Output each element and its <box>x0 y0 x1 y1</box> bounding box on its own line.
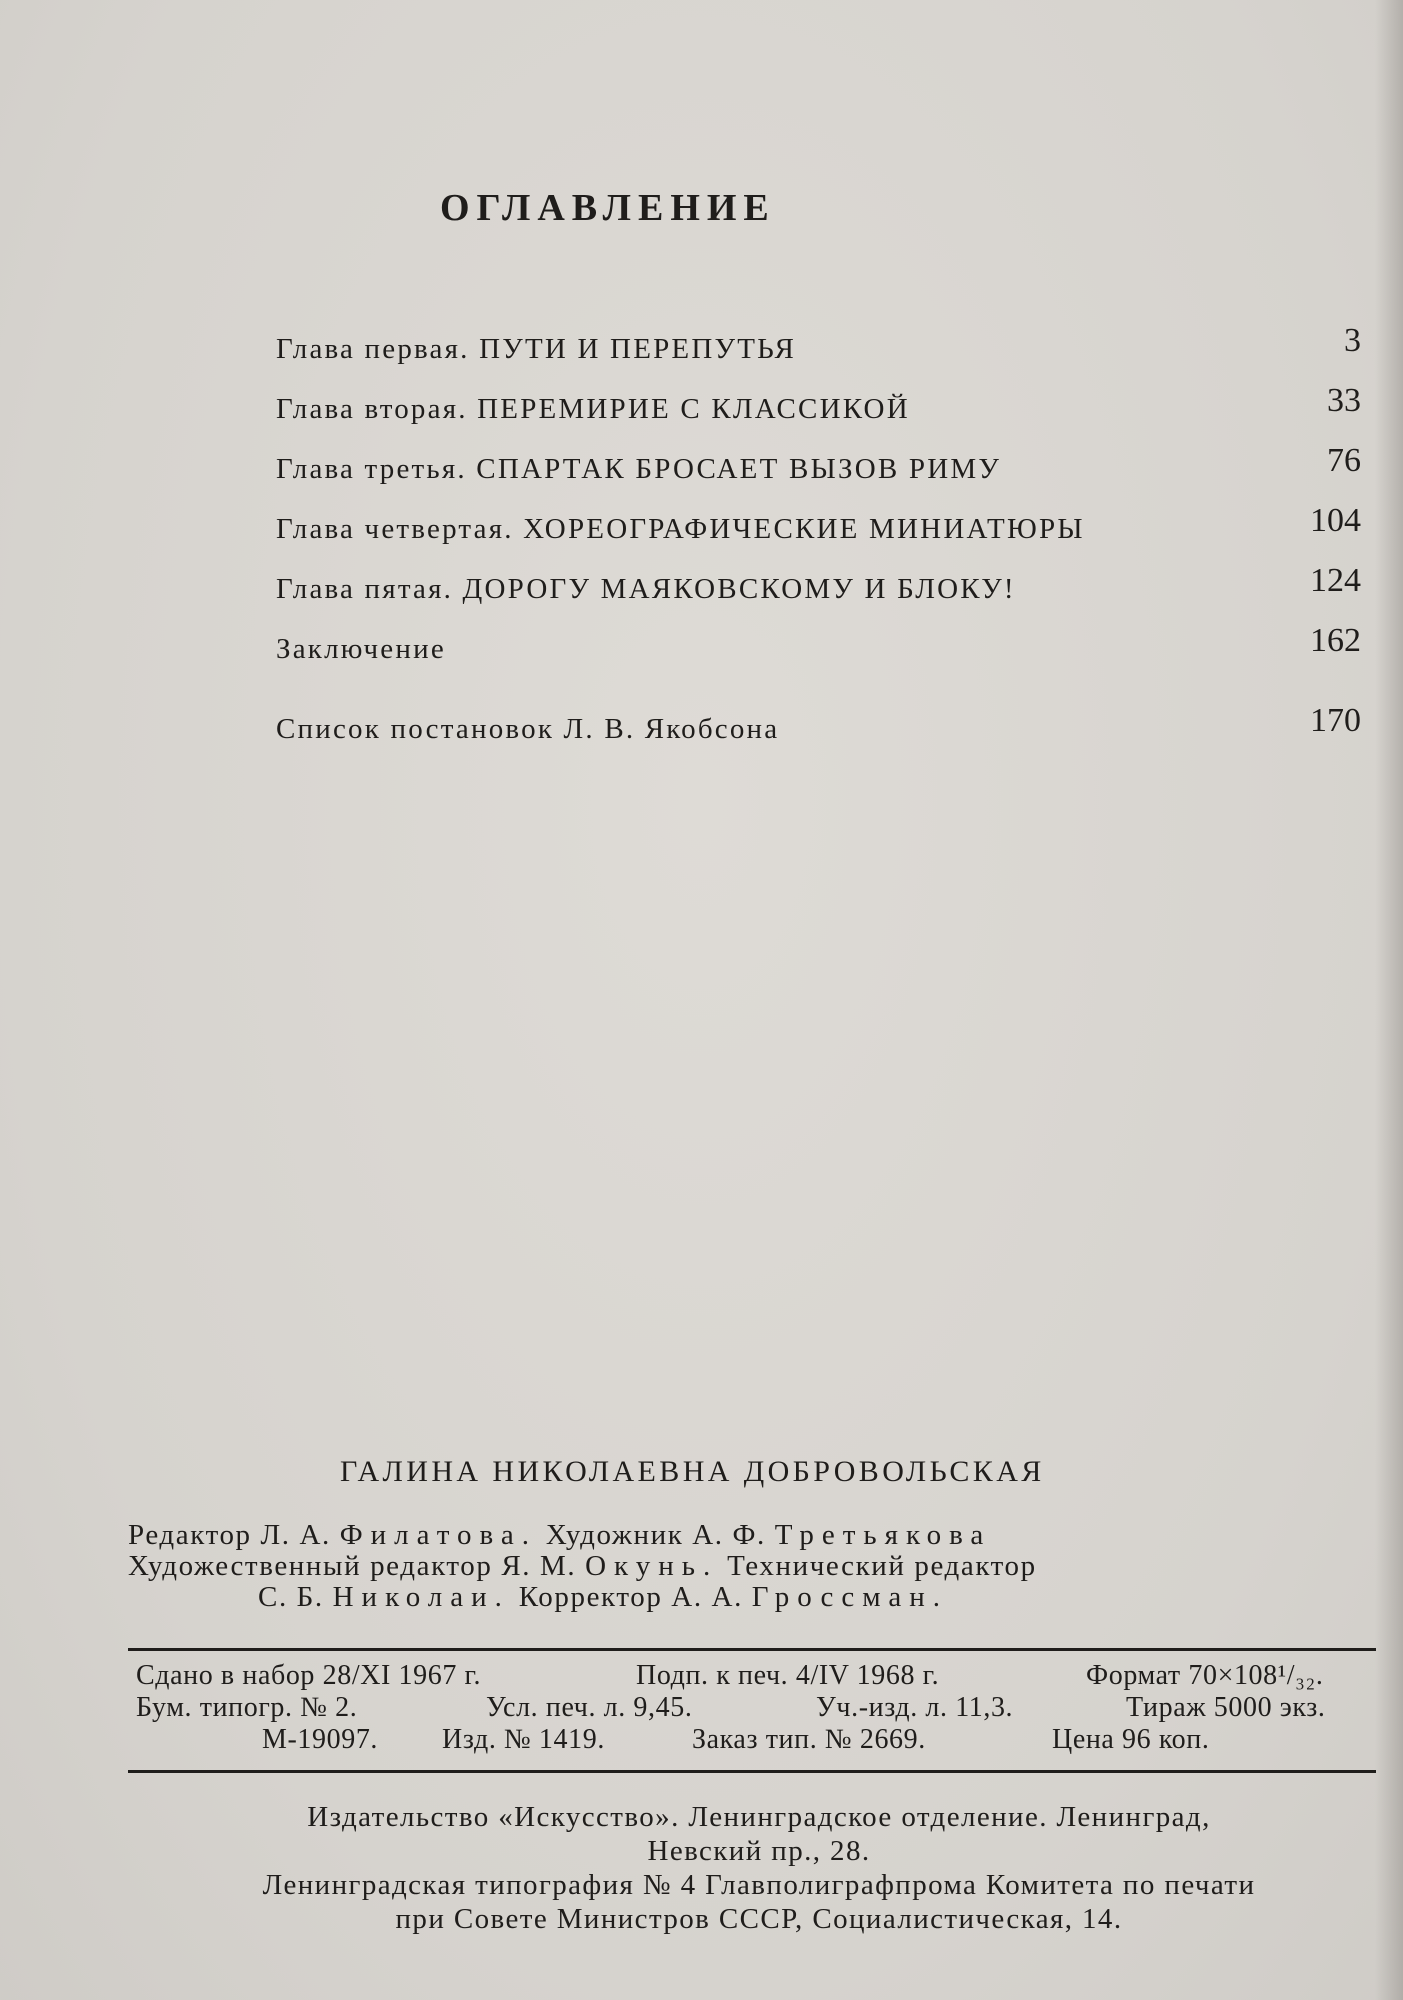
imprint-line <box>136 1692 1376 1724</box>
imprint-line <box>136 1724 1376 1756</box>
toc-entry <box>276 622 1361 670</box>
publisher-line: Невский пр., 28. <box>647 1835 871 1867</box>
toc-entry-label: Заключение <box>276 633 446 665</box>
divider-bottom <box>128 1770 1376 1773</box>
editor-role: Редактор Л. А. <box>128 1519 331 1551</box>
divider-top <box>128 1648 1376 1651</box>
publisher-line: Ленинградская типография № 4 Главполиграфпрома Комитета по печати <box>262 1869 1256 1901</box>
art-editor-role: Художественный редактор Я. М. <box>128 1550 577 1582</box>
toc-title: ОГЛАВЛЕНИЕ <box>440 187 776 229</box>
toc-entry-page: 76 <box>1327 442 1361 479</box>
toc-entry-label: Глава первая. ПУТИ И ПЕРЕПУТЬЯ <box>276 333 796 365</box>
credits-line <box>128 1520 1378 1551</box>
imprint-block <box>136 1660 1376 1756</box>
editor-name: Филатова. <box>339 1519 537 1551</box>
tech-editor-role: Технический редактор <box>727 1550 1037 1582</box>
toc-entry <box>276 442 1361 490</box>
toc-entry-page: 33 <box>1327 382 1361 419</box>
art-editor-name: Окунь. <box>585 1550 719 1582</box>
publisher-block <box>134 1800 1384 1936</box>
imprint-cell: Усл. печ. л. 9,45. <box>486 1692 693 1723</box>
toc-entry-label: Список постановок Л. В. Якобсона <box>276 713 780 745</box>
toc-entry <box>276 502 1361 550</box>
toc-entry <box>276 322 1361 370</box>
toc-entry-page: 170 <box>1310 702 1361 739</box>
proofreader-name: Гроссман. <box>751 1581 948 1613</box>
imprint-cell: Формат 70×108¹/₃₂. <box>1086 1660 1324 1691</box>
toc-entry-label: Глава вторая. ПЕРЕМИРИЕ С КЛАССИКОЙ <box>276 393 910 425</box>
imprint-cell: Уч.-изд. л. 11,3. <box>816 1692 1014 1723</box>
toc-entry-label: Глава пятая. ДОРОГУ МАЯКОВСКОМУ И БЛОКУ! <box>276 573 1016 605</box>
artist-role: Художник А. Ф. <box>545 1519 766 1551</box>
imprint-cell: Заказ тип. № 2669. <box>692 1724 926 1755</box>
publisher-line: при Совете Министров СССР, Социалистическая, 14. <box>395 1903 1123 1935</box>
tech-editor-name: Николаи. <box>332 1581 510 1613</box>
imprint-cell: Цена 96 коп. <box>1052 1724 1210 1755</box>
credits-block <box>128 1520 1378 1613</box>
artist-name: Третьякова <box>774 1519 992 1551</box>
credits-line <box>128 1551 1378 1582</box>
imprint-cell: Сдано в набор 28/XI 1967 г. <box>136 1660 482 1691</box>
toc-entry-label: Глава четвертая. ХОРЕОГРАФИЧЕСКИЕ МИНИАТЮРЫ <box>276 513 1085 545</box>
tech-editor-initials: С. Б. <box>258 1581 324 1613</box>
toc-entry-page: 162 <box>1310 622 1361 659</box>
proofreader-role: Корректор А. А. <box>518 1581 743 1613</box>
toc-entry-page: 124 <box>1310 562 1361 599</box>
toc-entry-page: 3 <box>1344 322 1361 359</box>
author-name: ГАЛИНА НИКОЛАЕВНА ДОБРОВОЛЬСКАЯ <box>340 1455 1045 1488</box>
credits-line <box>128 1582 1378 1613</box>
imprint-cell: Бум. типогр. № 2. <box>136 1692 358 1723</box>
imprint-cell: Тираж 5000 экз. <box>1126 1692 1326 1723</box>
toc-entry-label: Глава третья. СПАРТАК БРОСАЕТ ВЫЗОВ РИМУ <box>276 453 1002 485</box>
toc-entry <box>276 382 1361 430</box>
imprint-cell: Подп. к печ. 4/IV 1968 г. <box>636 1660 940 1691</box>
page-edge-shadow <box>1375 0 1403 2000</box>
publisher-line: Издательство «Искусство». Ленинградское отделение. Ленинград, <box>307 1801 1211 1833</box>
imprint-line <box>136 1660 1376 1692</box>
toc-entry-page: 104 <box>1310 502 1361 539</box>
toc-entry <box>276 702 1361 750</box>
toc-entry <box>276 562 1361 610</box>
imprint-cell: Изд. № 1419. <box>442 1724 605 1755</box>
imprint-cell: М-19097. <box>262 1724 379 1755</box>
